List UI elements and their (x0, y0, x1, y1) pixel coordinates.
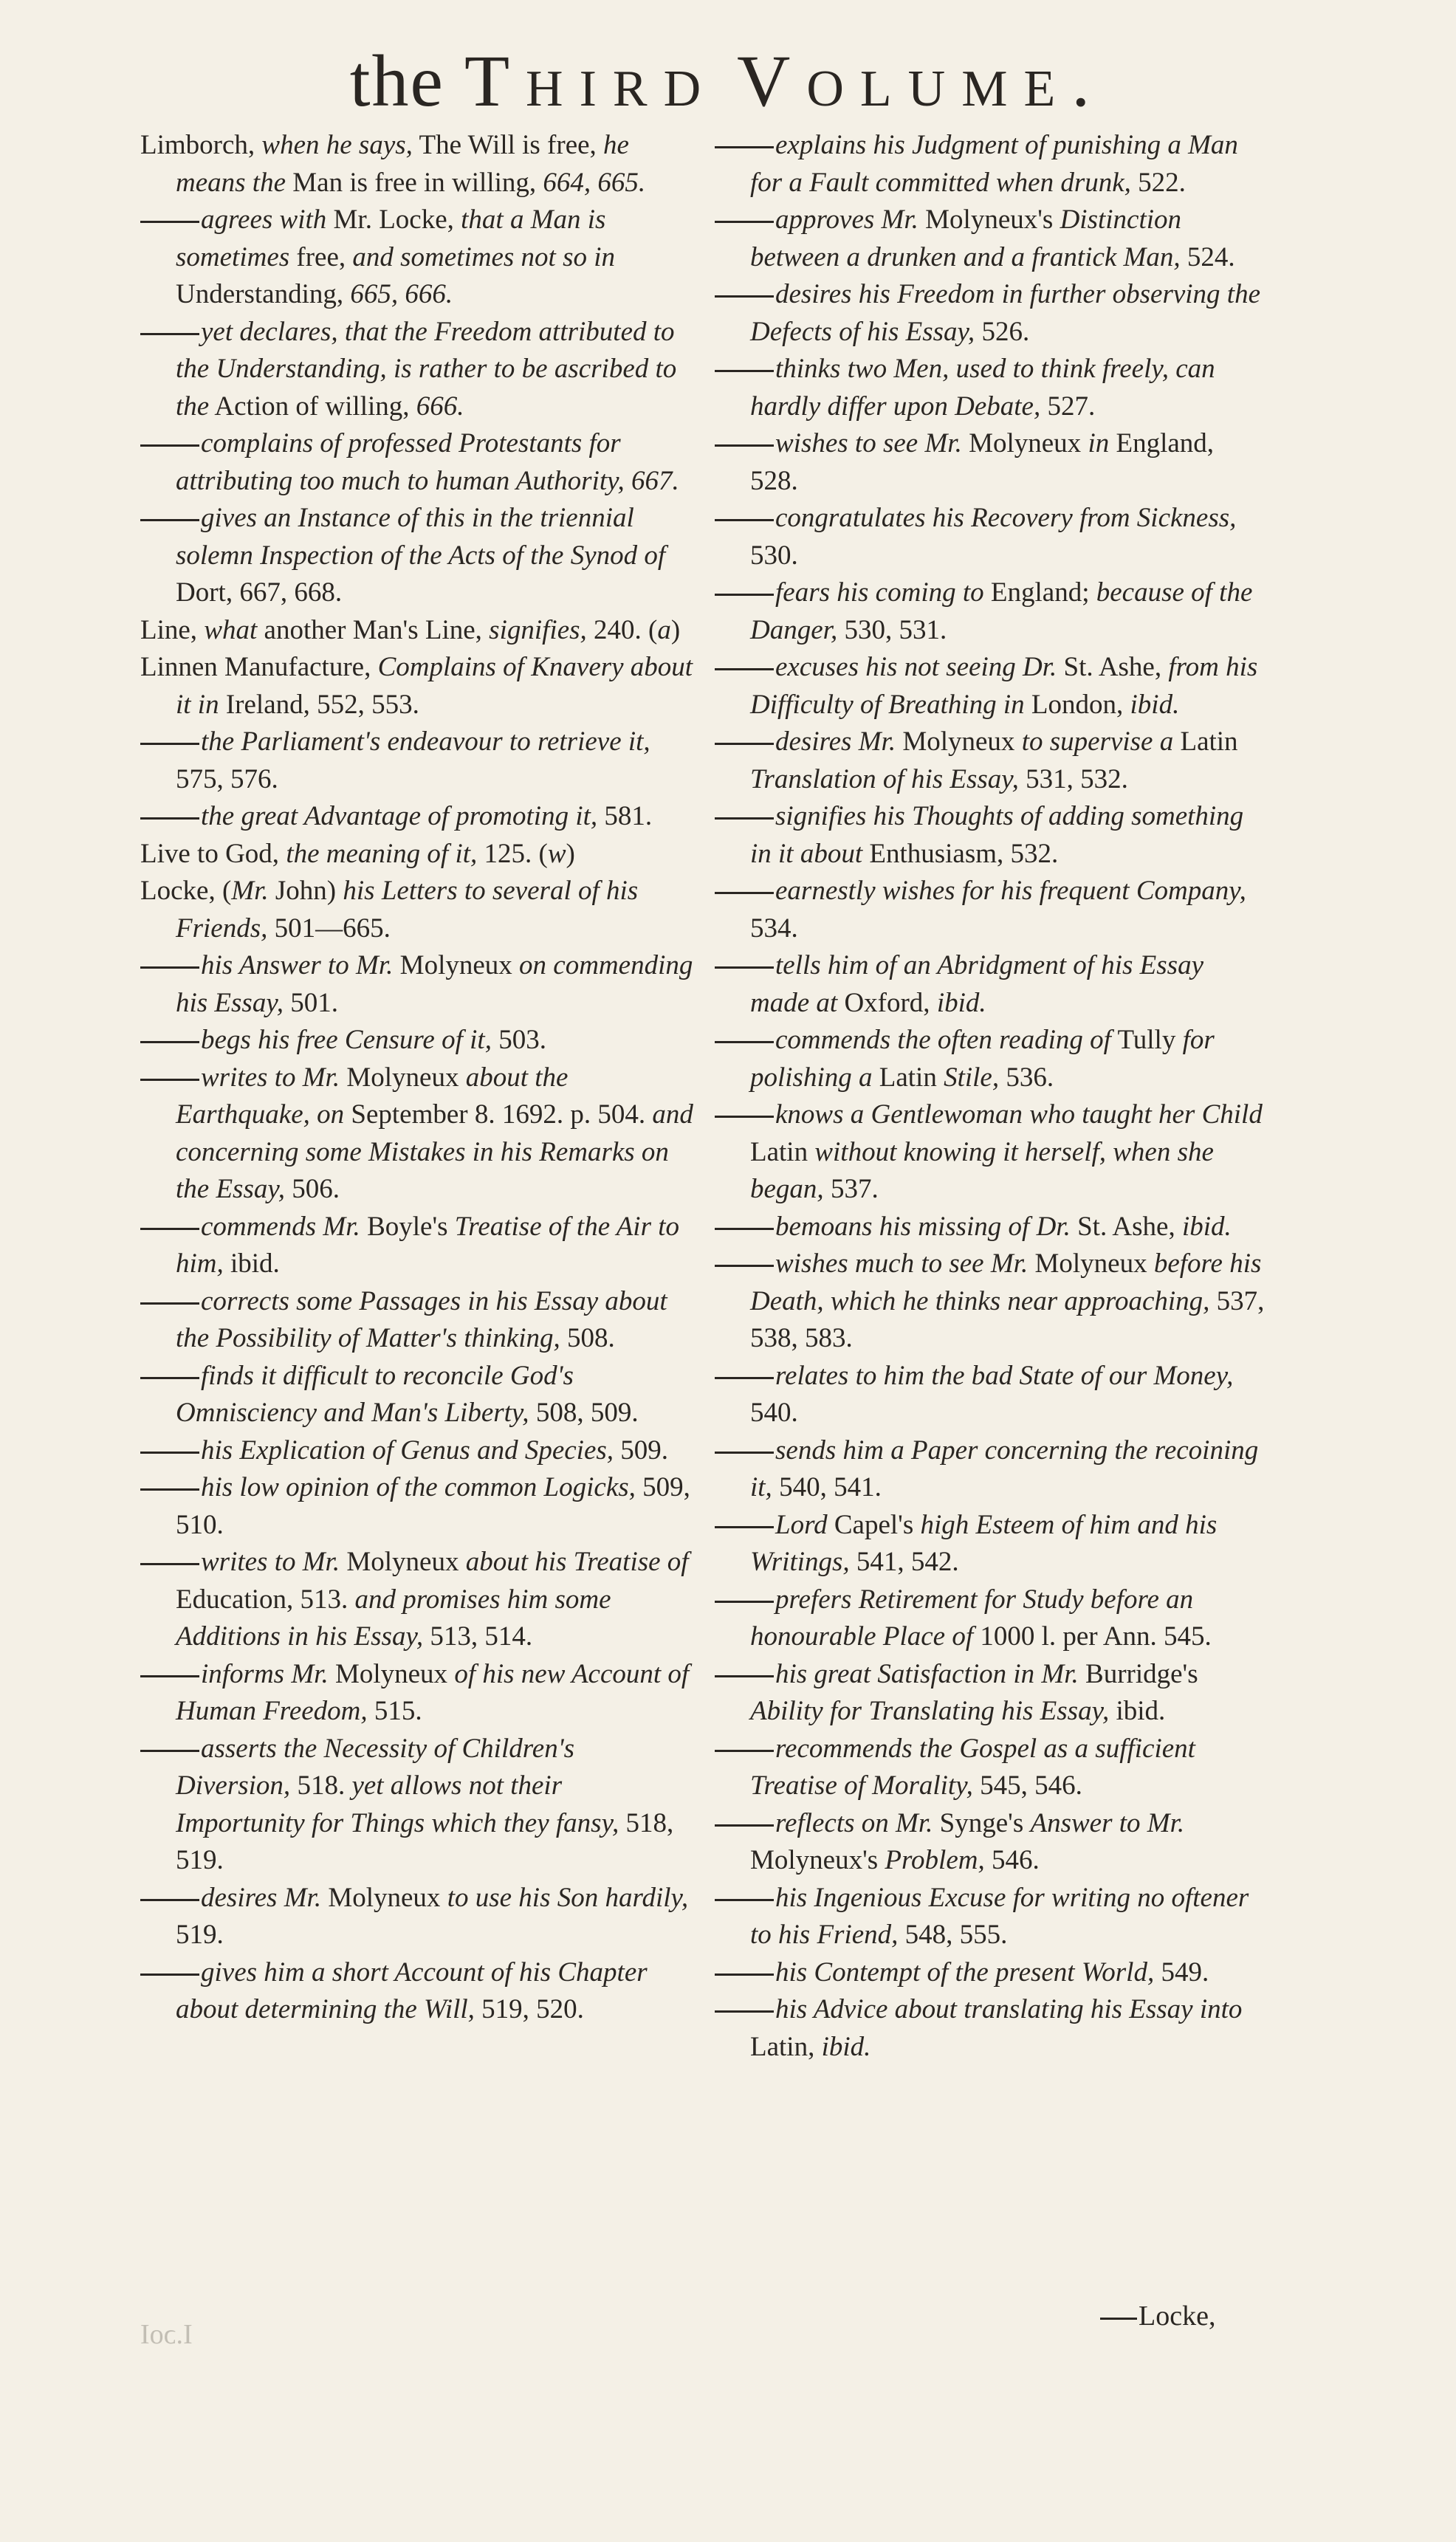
index-entry (140, 947, 694, 1022)
index-entry (140, 836, 694, 873)
repeat-dash (715, 1899, 774, 1901)
repeat-dash (715, 1824, 774, 1827)
entry-text: his low opinion of the common Logicks, 509, 510. (176, 1472, 690, 1540)
repeat-dash (140, 221, 199, 223)
header-word-volume: Volume. (737, 40, 1107, 122)
index-entry (715, 276, 1268, 351)
entry-text: signifies his Thoughts of adding something in it about Enthusiasm, 532. (750, 801, 1244, 869)
bleed-through-text: I.ɔoI (140, 2319, 193, 2350)
index-entry (715, 500, 1268, 574)
right-column (715, 127, 1268, 2066)
index-entry (715, 724, 1268, 798)
header-prefix: the (349, 40, 444, 122)
index-entry (715, 1432, 1268, 1507)
repeat-dash (715, 370, 774, 372)
repeat-dash (140, 1041, 199, 1043)
entry-headword: Locke, (140, 876, 216, 906)
entry-text: his Explication of Genus and Species, 509. (201, 1435, 669, 1466)
index-entry (715, 574, 1268, 649)
entry-text: desires Mr. Molyneux to supervise a Latin Translation of his Essay, 531, 532. (750, 726, 1238, 794)
index-entry (140, 649, 694, 724)
index-entry (715, 127, 1268, 202)
repeat-dash (140, 1079, 199, 1081)
entry-text: prefers Retirement for Study before an honourable Place of 1000 l. per Ann. 545. (750, 1584, 1212, 1652)
entry-text: tells him of an Abridgment of his Essay made at Oxford, ibid. (750, 950, 1204, 1018)
index-entry (715, 873, 1268, 947)
entry-text: commends the often reading of Tully for polishing a Latin Stile, 536. (750, 1025, 1215, 1093)
index-entry (140, 1656, 694, 1731)
entry-text: recommends the Gospel as a sufficient Treatise of Morality, 545, 546. (750, 1733, 1195, 1801)
repeat-dash (140, 1228, 199, 1230)
entry-text: wishes to see Mr. Molyneux in England, 528. (750, 428, 1215, 496)
entry-text: yet declares, that the Freedom attributed to the Understanding, is rather to be ascribed to the Action of willing, 666. (176, 316, 677, 422)
index-entry (140, 1731, 694, 1880)
repeat-dash (140, 743, 199, 745)
repeat-dash (140, 1377, 199, 1379)
entry-text: the meaning of it, 125. (w) (286, 838, 575, 869)
index-entry (715, 1022, 1268, 1096)
entry-text: Lord Capel's high Esteem of him and his Writings, 541, 542. (750, 1509, 1218, 1577)
repeat-dash (140, 1675, 199, 1677)
index-entry (140, 798, 694, 836)
repeat-dash (715, 892, 774, 894)
entry-text: his great Satisfaction in Mr. Burridge's Ability for Translating his Essay, ibid. (750, 1658, 1198, 1726)
index-entry (140, 873, 694, 947)
repeat-dash (715, 146, 774, 148)
repeat-dash (140, 519, 199, 521)
entry-text: complains of professed Protestants for attributing too much to human Authority, 667. (176, 428, 679, 496)
index-entry (140, 1880, 694, 1954)
index-entry (140, 314, 694, 426)
page-header (0, 40, 1456, 122)
index-entry (715, 425, 1268, 500)
entry-text: sends him a Paper concerning the recoining it, 540, 541. (750, 1435, 1259, 1502)
entry-text: desires Mr. Molyneux to use his Son hardily, 519. (176, 1882, 689, 1950)
entry-text: agrees with Mr. Locke, that a Man is sometimes free, and sometimes not so in Understanding, 665, 666. (176, 205, 616, 309)
catchword-text: Locke, (1139, 2301, 1216, 2332)
catchword (1100, 2300, 1215, 2332)
repeat-dash (715, 1675, 774, 1677)
index-entry (715, 1581, 1268, 1656)
entry-text: explains his Judgment of punishing a Man for a Fault committed when drunk, 522. (750, 130, 1238, 198)
entry-text: writes to Mr. Molyneux about the Earthquake, on September 8. 1692. p. 504. and concerning some Mistakes in his Remarks on the Essay, 506. (176, 1062, 693, 1204)
repeat-dash (715, 221, 774, 223)
entry-headword: Live to God, (140, 838, 280, 869)
entry-text: wishes much to see Mr. Molyneux before his Death, which he thinks near approaching, 537, 538, 583. (750, 1248, 1265, 1353)
repeat-dash (715, 817, 774, 820)
left-column (140, 127, 694, 2029)
entry-text: his Advice about translating his Essay into Latin, ibid. (750, 1994, 1243, 2062)
repeat-dash (715, 444, 774, 447)
entry-text: finds it difficult to reconcile God's Omnisciency and Man's Liberty, 508, 509. (176, 1360, 639, 1428)
entry-text: asserts the Necessity of Children's Diversion, 518. yet allows not their Importunity for Things which they fansy, 518, 519. (176, 1733, 674, 1875)
index-entry (140, 425, 694, 500)
index-entry (715, 1731, 1268, 1805)
entry-text: his Contempt of the present World, 549. (775, 1957, 1209, 1988)
index-entry (140, 1022, 694, 1059)
entry-text: bemoans his missing of Dr. St. Ashe, ibid. (775, 1211, 1232, 1242)
repeat-dash (715, 1228, 774, 1230)
repeat-dash (715, 295, 774, 298)
entry-text: gives an Instance of this in the triennial solemn Inspection of the Acts of the Synod of Dort, 667, 668. (176, 503, 666, 608)
entry-text: his Ingenious Excuse for writing no oftener to his Friend, 548, 555. (750, 1882, 1249, 1950)
repeat-dash (715, 1526, 774, 1528)
index-entry (715, 351, 1268, 425)
repeat-dash (715, 1750, 774, 1752)
entry-text: thinks two Men, used to think freely, can hardly differ upon Debate, 527. (750, 354, 1215, 422)
entry-text: what another Man's Line, signifies, 240. (a) (204, 614, 681, 645)
repeat-dash (715, 2010, 774, 2013)
index-entry (715, 1954, 1268, 1992)
repeat-dash (715, 1974, 774, 1976)
index-entry (140, 1469, 694, 1544)
repeat-dash (715, 668, 774, 670)
repeat-dash (715, 1041, 774, 1043)
index-entry (140, 1544, 694, 1656)
entry-text: writes to Mr. Molyneux about his Treatise of Education, 513. and promises him some Additions in his Essay, 513, 514. (176, 1547, 689, 1652)
index-entry (140, 1432, 694, 1470)
index-entry (715, 1507, 1268, 1581)
entry-text: Complains of Knavery about it in Ireland, 552, 553. (176, 652, 693, 720)
repeat-dash (140, 1452, 199, 1454)
repeat-dash (140, 1563, 199, 1565)
index-entry (715, 1246, 1268, 1358)
entry-text: when he says, The Will is free, he means the Man is free in willing, 664, 665. (176, 130, 646, 198)
repeat-dash (715, 966, 774, 969)
index-entry (715, 798, 1268, 873)
index-entry (140, 500, 694, 612)
repeat-dash (715, 743, 774, 745)
repeat-dash (140, 1750, 199, 1752)
entry-text: gives him a short Account of his Chapter about determining the Will, 519, 520. (176, 1957, 648, 2024)
repeat-dash (715, 1116, 774, 1118)
entry-text: approves Mr. Molyneux's Distinction between a drunken and a frantick Man, 524. (750, 205, 1235, 272)
em-dash (1100, 2318, 1137, 2320)
entry-text: excuses his not seeing Dr. St. Ashe, from his Difficulty of Breathing in London, ibid. (750, 652, 1258, 720)
index-entry (715, 1991, 1268, 2066)
entry-headword: Line, (140, 614, 198, 645)
repeat-dash (715, 519, 774, 521)
repeat-dash (140, 444, 199, 447)
index-entry (140, 127, 694, 202)
repeat-dash (140, 1899, 199, 1901)
index-entry (140, 1059, 694, 1209)
entry-text: congratulates his Recovery from Sickness, 530. (750, 503, 1237, 571)
index-entry (715, 1880, 1268, 1954)
entry-text: knows a Gentlewoman who taught her Child Latin without knowing it herself, when she began, 537. (750, 1099, 1263, 1204)
index-entry (140, 202, 694, 314)
entry-text: desires his Freedom in further observing the Defects of his Essay, 526. (750, 279, 1261, 347)
index-entry (140, 1283, 694, 1358)
entry-text: relates to him the bad State of our Money, 540. (750, 1360, 1234, 1428)
repeat-dash (715, 1601, 774, 1603)
repeat-dash (715, 1452, 774, 1454)
entry-text: corrects some Passages in his Essay about the Possibility of Matter's thinking, 508. (176, 1285, 667, 1353)
repeat-dash (140, 1974, 199, 1976)
index-entry (140, 1209, 694, 1283)
entry-text: reflects on Mr. Synge's Answer to Mr. Molyneux's Problem, 546. (750, 1807, 1185, 1875)
index-entry (715, 1805, 1268, 1880)
index-entry (140, 612, 694, 650)
repeat-dash (140, 1488, 199, 1491)
entry-headword: Limborch, (140, 130, 255, 160)
repeat-dash (140, 1302, 199, 1305)
repeat-dash (140, 333, 199, 335)
index-entry (715, 947, 1268, 1022)
entry-text: fears his coming to England; because of the Danger, 530, 531. (750, 577, 1253, 645)
index-entry (715, 202, 1268, 276)
entry-text: (Mr. John) his Letters to several of his Friends, 501—665. (176, 876, 639, 944)
entry-text: the great Advantage of promoting it, 581. (201, 801, 653, 831)
entry-text: the Parliament's endeavour to retrieve it, 575, 576. (176, 726, 650, 794)
index-entry (140, 1954, 694, 2029)
index-entry (715, 1656, 1268, 1731)
index-entry (715, 1209, 1268, 1246)
entry-headword: Linnen Manufacture, (140, 652, 371, 682)
repeat-dash (715, 1377, 774, 1379)
entry-text: his Answer to Mr. Molyneux on commending his Essay, 501. (176, 950, 693, 1018)
entry-text: commends Mr. Boyle's Treatise of the Air to him, ibid. (176, 1211, 680, 1279)
repeat-dash (140, 817, 199, 820)
header-word-third: Third (464, 40, 718, 122)
index-entry (140, 724, 694, 798)
entry-text: informs Mr. Molyneux of his new Account of Human Freedom, 515. (176, 1658, 690, 1726)
index-entry (140, 1358, 694, 1432)
index-entry (715, 1096, 1268, 1209)
repeat-dash (140, 966, 199, 969)
repeat-dash (715, 1265, 774, 1267)
index-entry (715, 649, 1268, 724)
index-entry (715, 1358, 1268, 1432)
repeat-dash (715, 594, 774, 596)
entry-text: begs his free Censure of it, 503. (201, 1025, 546, 1055)
entry-text: earnestly wishes for his frequent Company, 534. (750, 876, 1246, 944)
